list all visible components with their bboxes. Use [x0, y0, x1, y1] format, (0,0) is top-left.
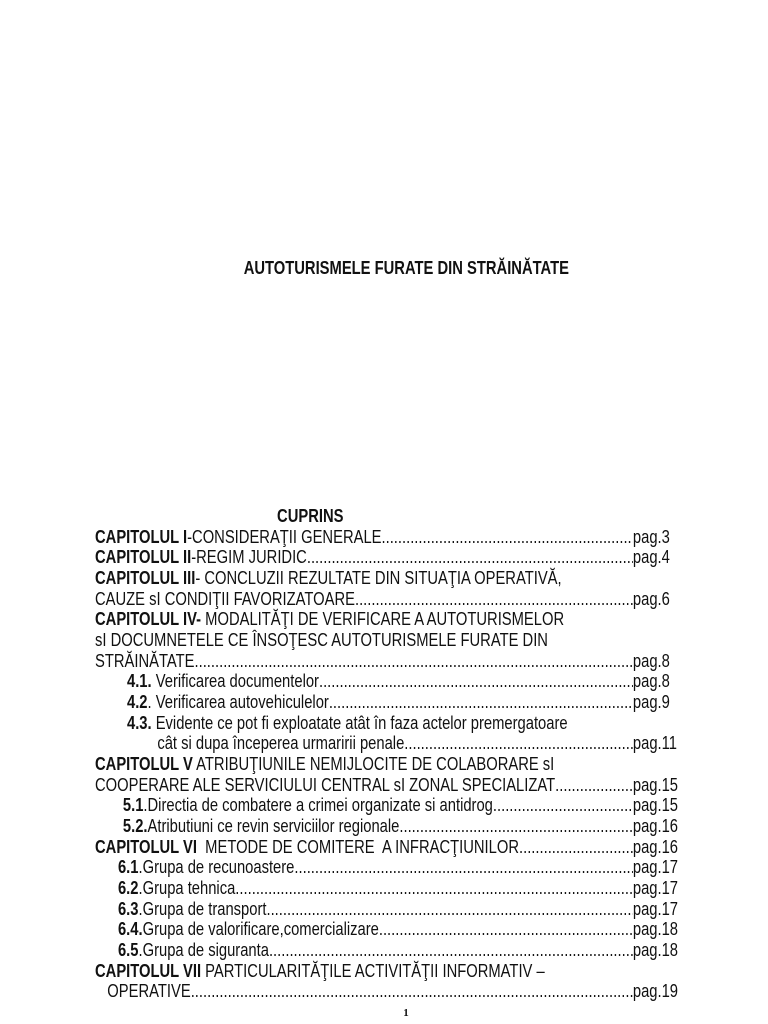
section-number: 6.3 — [117, 898, 139, 919]
toc-entry-continuation — [95, 733, 678, 754]
section-number: 5.2. — [122, 816, 148, 837]
page-reference: pag.9 — [632, 692, 670, 713]
toc-entry-section-4-1 — [95, 671, 678, 692]
section-title: Verificarea documentelor — [151, 671, 319, 692]
toc-entry-continuation — [95, 651, 678, 672]
chapter-number: CAPITOLUL I — [95, 526, 188, 547]
toc-heading-text: CUPRINS — [277, 506, 344, 526]
toc-entry-chapter-6 — [95, 837, 678, 858]
toc-entry-chapter-5 — [95, 754, 678, 775]
section-number: 5.1 — [122, 795, 144, 816]
toc-entry-section-5-2 — [95, 816, 678, 837]
section-number: 6.2 — [117, 878, 139, 899]
dot-leader — [294, 857, 632, 878]
section-title: Grupa de valorificare,comercializare — [142, 919, 379, 940]
chapter-number: CAPITOLUL III — [95, 568, 196, 589]
dot-leader — [555, 775, 633, 796]
toc-entry-continuation — [95, 630, 678, 651]
page-reference: pag.18 — [632, 919, 679, 940]
chapter-title-continuation: CAUZE sI CONDIŢII FAVORIZATOARE — [95, 588, 355, 609]
section-title: .Grupa de transport — [138, 898, 267, 919]
chapter-title: -CONSIDERAŢII GENERALE — [187, 526, 382, 547]
chapter-title: MODALITĂŢI DE VERIFICARE A AUTOTURISMELOR — [201, 609, 565, 630]
page-reference: pag.15 — [632, 795, 679, 816]
toc-entry-section-4-2 — [95, 692, 678, 713]
dot-leader — [266, 899, 632, 920]
toc-heading — [95, 506, 678, 527]
section-title: .Grupa de recunoastere — [138, 857, 295, 878]
chapter-title: PARTICULARITĂŢILE ACTIVITĂŢII INFORMATIV – — [201, 960, 545, 981]
chapter-title: METODE DE COMITERE A INFRACŢIUNILOR — [196, 836, 520, 857]
section-number: 4.3. — [126, 712, 152, 733]
page-reference: pag.16 — [632, 836, 679, 857]
chapter-title: ATRIBUŢIUNILE NEMIJLOCITE DE COLABORARE sI — [192, 754, 555, 775]
page-reference: pag.6 — [632, 588, 670, 609]
dot-leader — [493, 795, 633, 816]
chapter-title-continuation: COOPERARE ALE SERVICIULUI CENTRAL sI ZONAL SPECIALIZAT — [95, 774, 556, 795]
dot-leader — [404, 733, 633, 754]
dot-leader — [355, 589, 633, 610]
document-title-text: AUTOTURISMELE FURATE DIN STRĂINĂTATE — [243, 258, 570, 278]
toc-entry-chapter-2 — [95, 547, 678, 568]
dot-leader — [235, 878, 633, 899]
page-reference: pag.17 — [632, 857, 679, 878]
toc-entry-section-6-4 — [95, 919, 678, 940]
chapter-title: - CONCLUZII REZULTATE DIN SITUAŢIA OPERATIVĂ, — [195, 568, 562, 589]
toc-entry-continuation — [95, 981, 678, 1002]
toc-entry-section-6-3 — [95, 899, 678, 920]
toc-entry-chapter-7 — [95, 961, 678, 982]
page-reference: pag.17 — [632, 878, 679, 899]
dot-leader — [269, 940, 633, 961]
section-title: .Directia de combatere a crimei organizate si antidrog — [143, 795, 493, 816]
section-title: . Verificarea autovehiculelor — [147, 692, 329, 713]
section-number: 4.1. — [126, 671, 152, 692]
page-reference: pag.4 — [632, 547, 670, 568]
toc-entry-section-6-2 — [95, 878, 678, 899]
page-reference: pag.16 — [632, 816, 679, 837]
section-number: 6.1 — [117, 857, 139, 878]
page-reference: pag.15 — [632, 774, 679, 795]
section-number: 4.2 — [126, 692, 148, 713]
chapter-number: CAPITOLUL II — [95, 547, 192, 568]
toc-entry-continuation — [95, 589, 678, 610]
section-title: Atributiuni ce revin serviciilor regionale — [147, 816, 400, 837]
section-title-continuation: cât si dupa începerea urmaririi penale — [157, 733, 405, 754]
toc-entry-chapter-3 — [95, 568, 678, 589]
page-number: 1 — [403, 1007, 409, 1019]
dot-leader — [382, 527, 633, 548]
dot-leader — [191, 981, 633, 1002]
section-title: Evidente ce pot fi exploatate atât în faza actelor premergatoare — [151, 712, 568, 733]
dot-leader — [195, 651, 633, 672]
page-reference: pag.11 — [632, 733, 677, 754]
dot-leader — [307, 547, 633, 568]
toc-entry-section-6-5 — [95, 940, 678, 961]
chapter-number: CAPITOLUL VI — [95, 836, 197, 857]
page-reference: pag.19 — [632, 981, 679, 1002]
toc-entry-section-4-3 — [95, 713, 678, 734]
chapter-title-continuation: sI DOCUMNETELE CE ÎNSOŢESC AUTOTURISMELE FURATE DIN — [95, 630, 548, 651]
document-title — [95, 258, 718, 279]
section-title: .Grupa tehnica — [138, 878, 236, 899]
table-of-contents — [95, 506, 678, 1002]
section-number: 6.4. — [117, 919, 143, 940]
chapter-number: CAPITOLUL VII — [95, 960, 202, 981]
dot-leader — [519, 837, 633, 858]
page-reference: pag.8 — [632, 650, 670, 671]
toc-entry-section-5-1 — [95, 795, 678, 816]
page-reference: pag.8 — [632, 671, 670, 692]
chapter-title-continuation: STRĂINĂTATE — [95, 650, 195, 671]
chapter-title-continuation: OPERATIVE — [107, 981, 191, 1002]
chapter-number: CAPITOLUL IV- — [95, 609, 202, 630]
page-reference: pag.3 — [632, 526, 670, 547]
section-title: .Grupa de siguranta — [138, 940, 269, 961]
toc-entry-chapter-4 — [95, 609, 678, 630]
page-reference: pag.17 — [632, 898, 679, 919]
section-number: 6.5 — [117, 940, 139, 961]
dot-leader — [329, 692, 633, 713]
dot-leader — [379, 919, 633, 940]
dot-leader — [319, 671, 633, 692]
toc-entry-continuation — [95, 775, 678, 796]
page-reference: pag.18 — [632, 940, 679, 961]
toc-entry-chapter-1 — [95, 527, 678, 548]
chapter-title: -REGIM JURIDIC — [191, 547, 307, 568]
toc-entry-section-6-1 — [95, 857, 678, 878]
chapter-number: CAPITOLUL V — [95, 754, 193, 775]
dot-leader — [399, 816, 633, 837]
